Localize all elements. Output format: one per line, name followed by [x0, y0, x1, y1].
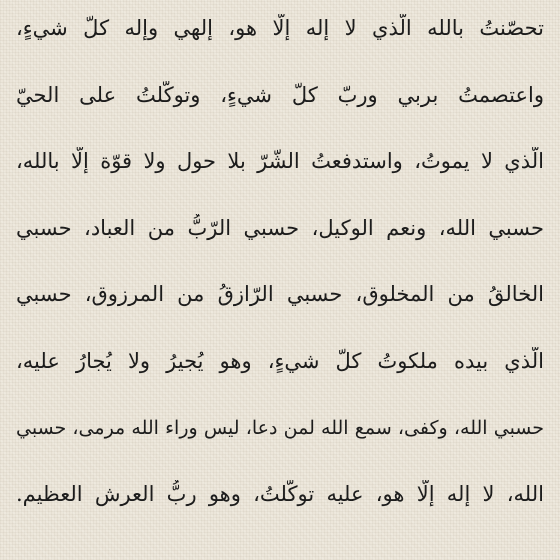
text-line-4: حسبي الله، ونعم الوكيل، حسبي الرّبُّ من العباد، حسبي: [16, 215, 544, 240]
text-line-2: واعتصمتُ بربي وربّ كلّ شيءٍ، وتوكّلتُ على الحيّ: [16, 82, 544, 107]
text-line-1: تحصّنتُ بالله الّذي لا إله إلّا هو، إلهي وإله كلّ شيءٍ،: [16, 16, 544, 40]
text-line-3: الّذي لا يموتُ، واستدفعتُ الشّرّ بلا حول ولا قوّة إلّا بالله،: [16, 149, 544, 174]
text-line-6: الّذي بيده ملكوتُ كلّ شيءٍ، وهو يُجيرُ ولا يُجارُ عليه،: [16, 348, 544, 373]
text-line-8: الله، لا إله إلّا هو، عليه توكّلتُ، وهو ربُّ العرش العظيم.: [16, 482, 544, 507]
text-line-5: الخالقُ من المخلوق، حسبي الرّازقُ من المرزوق، حسبي: [16, 282, 544, 307]
text-line-7: حسبي الله، وكفى، سمع الله لمن دعا، ليس وراء الله مرمى، حسبي: [16, 416, 544, 439]
